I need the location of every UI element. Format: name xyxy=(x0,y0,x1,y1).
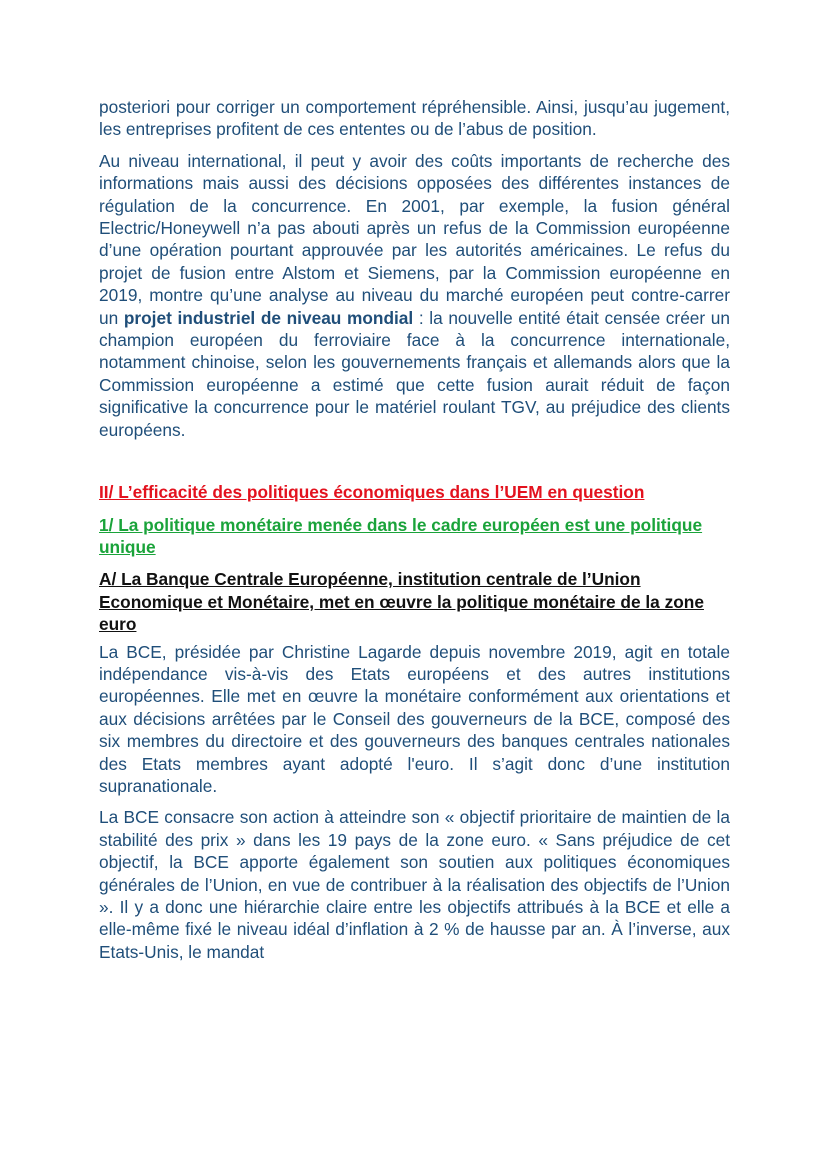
bold-emphasis: projet industriel de niveau mondial xyxy=(123,307,414,328)
paragraph-text: : la nouvelle entité était censée créer un champion européen du ferroviaire face à la concurrence internationale, notamment chinoise, selon les gouvernements français et allemands alors que la Commission européenne a estimé que cette fusion aurait réduit de façon significative la concurrence pour le matériel roulant TGV, au préjudice des clients européens. xyxy=(99,307,731,440)
document-page xyxy=(99,96,730,972)
section-heading: 1/ La politique monétaire menée dans le cadre européen est une politique unique xyxy=(99,514,703,557)
paragraph-abuse-of-position: posteriori pour corriger un comportement répréhensible. Ainsi, jusqu’au jugement, les entreprises profitent de ces ententes ou de l’abus de position. xyxy=(99,97,730,140)
paragraph-bce-objectives: La BCE consacre son action à atteindre son « objectif prioritaire de maintien de la stabilité des prix » dans les 19 pays de la zone euro. « Sans préjudice de cet objectif, la BCE apporte également son soutien aux politiques économiques générales de l’Union, en vue de contribuer à la réalisation des objectifs de l’Union ». Il y a donc une hiérarchie claire entre les objectifs attribués à la BCE et elle a elle-même fixé le niveau idéal d’inflation à 2 % de hausse par an. À l’inverse, aux Etats-Unis, le mandat xyxy=(99,807,730,962)
paragraph-text: Au niveau international, il peut y avoir des coûts importants de recherche des informations mais aussi des décisions opposées des différentes instances de régulation de la concurrence. En 2001, par exemple, la fusion général Electric/Honeywell n’a pas abouti après un refus de la Commission européenne d’une opération pourtant approuvée par les autorités américaines. Le refus du projet de fusion entre Alstom et Siemens, par la Commission européenne en 2019, montre qu’une analyse au niveau du marché européen peut contre-carrer un xyxy=(99,150,730,328)
paragraph-international-regulation xyxy=(99,150,730,441)
subsection-heading: A/ La Banque Centrale Européenne, institution centrale de l’Union Economique et Monétaire, met en œuvre la politique monétaire de la zone euro xyxy=(99,569,704,635)
paragraph-bce-independence: La BCE, présidée par Christine Lagarde depuis novembre 2019, agit en totale indépendance vis-à-vis des Etats européens et des autres institutions européennes. Elle met en œuvre la monétaire conformément aux orientations et aux décisions arrêtées par le Conseil des gouverneurs de la BCE, composé des six membres du directoire et des gouverneurs des banques centrales nationales des Etats membres ayant adopté l'euro. Il s’agit donc d’une institution supranationale. xyxy=(99,641,730,796)
part-heading: II/ L’efficacité des politiques économiques dans l’UEM en question xyxy=(99,482,645,503)
